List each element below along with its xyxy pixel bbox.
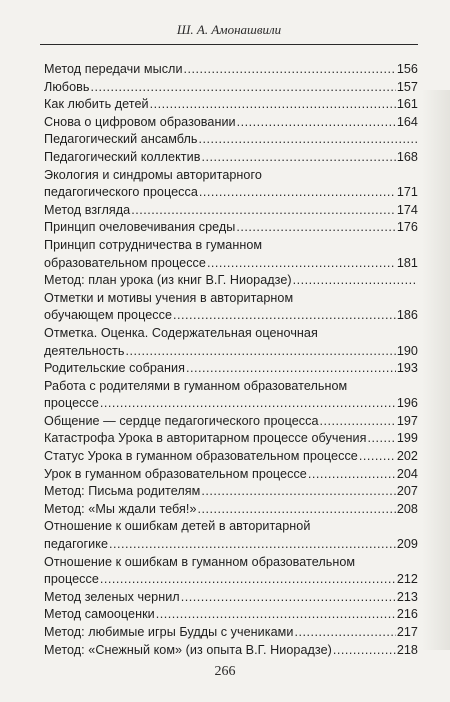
toc-entry[interactable]: [44, 237, 418, 272]
toc-entry-last-line: [44, 96, 418, 114]
toc-leader-dots: [333, 642, 396, 660]
toc-entry[interactable]: [44, 589, 418, 607]
toc-entry-last-line: [44, 343, 418, 361]
toc-entry-title-line: Отношение к ошибкам в гуманном образовательном: [44, 554, 356, 569]
toc-entry-last-line: [44, 606, 418, 624]
toc-entry-title-line: Работа с родителями в гуманном образовательном: [44, 378, 348, 393]
toc-page-number: 204: [396, 466, 418, 481]
toc-leader-dots: [173, 307, 396, 325]
toc-leader-dots: [201, 483, 396, 501]
toc-entry[interactable]: [44, 448, 418, 466]
toc-entry[interactable]: [44, 79, 418, 97]
toc-entry-title-line: Принцип очеловечивания среды: [44, 220, 236, 235]
toc-entry[interactable]: [44, 149, 418, 167]
toc-entry[interactable]: [44, 131, 418, 149]
toc-page-number: 216: [396, 607, 418, 622]
toc-entry-last-line: [44, 202, 418, 220]
toc-page-number: 164: [396, 114, 418, 129]
toc-leader-dots: [131, 202, 396, 220]
toc-leader-dots: [125, 343, 395, 361]
toc-leader-dots: [198, 501, 396, 519]
toc-entry[interactable]: [44, 325, 418, 360]
toc-page-number: 186: [396, 308, 418, 323]
toc-entry-title-line: Общение — сердце педагогического процесса: [44, 413, 319, 428]
toc-page-number: 174: [396, 202, 418, 217]
toc-page-number: 209: [396, 537, 418, 552]
toc-entry[interactable]: [44, 167, 418, 202]
toc-entry-last-line: [44, 571, 418, 589]
toc-entry-last-line: [44, 219, 418, 237]
toc-entry-last-line: [44, 448, 418, 466]
toc-page-number: 213: [396, 589, 418, 604]
toc-page-number: 199: [396, 431, 418, 446]
toc-entry[interactable]: [44, 378, 418, 413]
toc-leader-dots: [100, 395, 396, 413]
toc-entry[interactable]: [44, 606, 418, 624]
toc-entry-last-line: [44, 466, 418, 484]
toc-page-number: 218: [396, 642, 418, 657]
toc-entry[interactable]: [44, 290, 418, 325]
toc-page-number: 197: [396, 413, 418, 428]
toc-page-number: 157: [396, 79, 418, 94]
toc-entry-title-line: Катастрофа Урока в авторитарном процессе обучения: [44, 431, 367, 446]
toc-entry-title-line: образовательном процессе: [44, 255, 206, 270]
toc-entry-title-line: Метод: Письма родителям: [44, 484, 201, 499]
toc-entry-title-line: Отношение к ошибкам детей в авторитарной: [44, 519, 311, 534]
toc-page-number: 190: [396, 343, 418, 358]
toc-entry-title-line: деятельность: [44, 343, 125, 358]
page-edge-shadow: [422, 90, 450, 650]
toc-leader-dots: [293, 272, 417, 290]
toc-entry-title-line: Любовь: [44, 79, 90, 94]
toc-leader-dots: [199, 131, 417, 149]
toc-entry-title-line: обучающем процессе: [44, 308, 173, 323]
toc-entry[interactable]: [44, 554, 418, 589]
toc-page-number: 161: [396, 97, 418, 112]
toc-entry[interactable]: [44, 61, 418, 79]
toc-page-number: 181: [396, 255, 418, 270]
toc-leader-dots: [199, 184, 396, 202]
toc-entry-last-line: [44, 61, 418, 79]
toc-leader-dots: [308, 466, 396, 484]
toc-entry[interactable]: [44, 114, 418, 132]
toc-entry-last-line: [44, 536, 418, 554]
toc-entry-last-line: [44, 307, 418, 325]
toc-leader-dots: [100, 571, 396, 589]
toc-leader-dots: [367, 430, 395, 448]
toc-entry-last-line: [44, 642, 418, 660]
toc-entry[interactable]: [44, 272, 418, 290]
toc-entry-title-line: Метод: «Мы ждали тебя!»: [44, 501, 197, 516]
toc-leader-dots: [320, 413, 396, 431]
toc-entry-title-line: Метод зеленых чернил: [44, 589, 180, 604]
toc-entry-title-line: процессе: [44, 572, 99, 587]
toc-entry-title-line: Снова о цифровом образовании: [44, 114, 236, 129]
toc-page-number: 168: [396, 149, 418, 164]
toc-page-number: 176: [396, 220, 418, 235]
toc-entry-title-line: Урок в гуманном образовательном процессе: [44, 466, 307, 481]
toc-leader-dots: [201, 149, 395, 167]
toc-entry-last-line: [44, 79, 418, 97]
toc-entry-title-line: Отметка. Оценка. Содержательная оценочная: [44, 325, 318, 340]
toc-entry-last-line: [44, 430, 418, 448]
toc-leader-dots: [186, 360, 396, 378]
toc-leader-dots: [90, 79, 395, 97]
toc-page-number: 208: [396, 501, 418, 516]
toc-entry-last-line: [44, 131, 418, 149]
toc-entry[interactable]: [44, 202, 418, 220]
toc-page-number: 202: [396, 449, 418, 464]
toc-leader-dots: [109, 536, 396, 554]
toc-entry-last-line: [44, 589, 418, 607]
toc-leader-dots: [294, 624, 395, 642]
toc-entry-title-line: Принцип сотрудничества в гуманном: [44, 237, 263, 252]
toc-entry-title-line: Метод: «Снежный ком» (из опыта В.Г. Ниорадзе): [44, 642, 332, 657]
page-number: 266: [214, 664, 236, 679]
toc-leader-dots: [184, 61, 396, 79]
toc-entry[interactable]: [44, 501, 418, 519]
toc-leader-dots: [207, 255, 396, 273]
toc-entry[interactable]: [44, 466, 418, 484]
toc-entry-last-line: [44, 501, 418, 519]
toc-entry[interactable]: [44, 518, 418, 553]
toc-page-number: 212: [396, 572, 418, 587]
toc-entry-last-line: [44, 360, 418, 378]
toc-entry-title-line: Метод передачи мысли: [44, 62, 183, 76]
toc-entry-title-line: Педагогический ансамбль: [44, 132, 198, 147]
toc-entry-last-line: [44, 114, 418, 132]
toc-entry-title-line: Отметки и мотивы учения в авторитарном: [44, 290, 294, 305]
toc-leader-dots: [150, 96, 396, 114]
toc-entry-title-line: процессе: [44, 396, 99, 411]
toc-leader-dots: [359, 448, 396, 466]
header-rule: [40, 44, 418, 45]
toc-entry-title-line: Метод: любимые игры Будды с учениками: [44, 625, 294, 639]
toc-entry[interactable]: [44, 96, 418, 114]
toc-leader-dots: [156, 606, 396, 624]
toc-entry-last-line: [44, 184, 418, 202]
toc-page-number: 171: [396, 185, 418, 200]
toc-entry-title-line: Родительские собрания: [44, 361, 185, 376]
toc-entry-title-line: Как любить детей: [44, 97, 149, 112]
toc-entry-last-line: [44, 255, 418, 273]
toc-entry-last-line: [44, 413, 418, 431]
toc-entry-title-line: педагогике: [44, 537, 109, 552]
toc-entry-last-line: [44, 272, 418, 290]
toc-page-number: 217: [396, 625, 418, 639]
toc-entry-title-line: Метод: план урока (из книг В.Г. Ниорадзе): [44, 273, 292, 288]
toc-page-number: 196: [396, 396, 418, 411]
toc-entry-title-line: Метод взгляда: [44, 202, 131, 217]
toc-entry-title-line: Экология и синдромы авторитарного: [44, 167, 262, 182]
toc-entry[interactable]: [44, 413, 418, 431]
toc-entry[interactable]: [44, 483, 418, 501]
toc-leader-dots: [236, 219, 395, 237]
toc-entry-title-line: Статус Урока в гуманном образовательном процессе: [44, 449, 358, 464]
toc-entry[interactable]: [44, 219, 418, 237]
toc-page-number: 156: [396, 62, 418, 76]
toc-leader-dots: [181, 589, 396, 607]
toc-entry[interactable]: [44, 430, 418, 448]
toc-entry-title-line: Педагогический коллектив: [44, 149, 201, 164]
toc-entry[interactable]: [44, 360, 418, 378]
running-header: Ш. А. Амонашвили: [176, 22, 282, 37]
toc-entry[interactable]: [44, 642, 418, 660]
toc-entry-last-line: [44, 395, 418, 413]
toc-entry[interactable]: [44, 624, 418, 642]
table-of-contents: [44, 61, 418, 659]
toc-entry-title-line: Метод самооценки: [44, 607, 155, 622]
toc-page-number: 207: [396, 484, 418, 499]
toc-page-number: 193: [396, 361, 418, 376]
toc-entry-last-line: [44, 483, 418, 501]
toc-entry-last-line: [44, 624, 418, 642]
toc-leader-dots: [237, 114, 396, 132]
toc-entry-last-line: [44, 149, 418, 167]
toc-entry-title-line: педагогического процесса: [44, 185, 198, 200]
